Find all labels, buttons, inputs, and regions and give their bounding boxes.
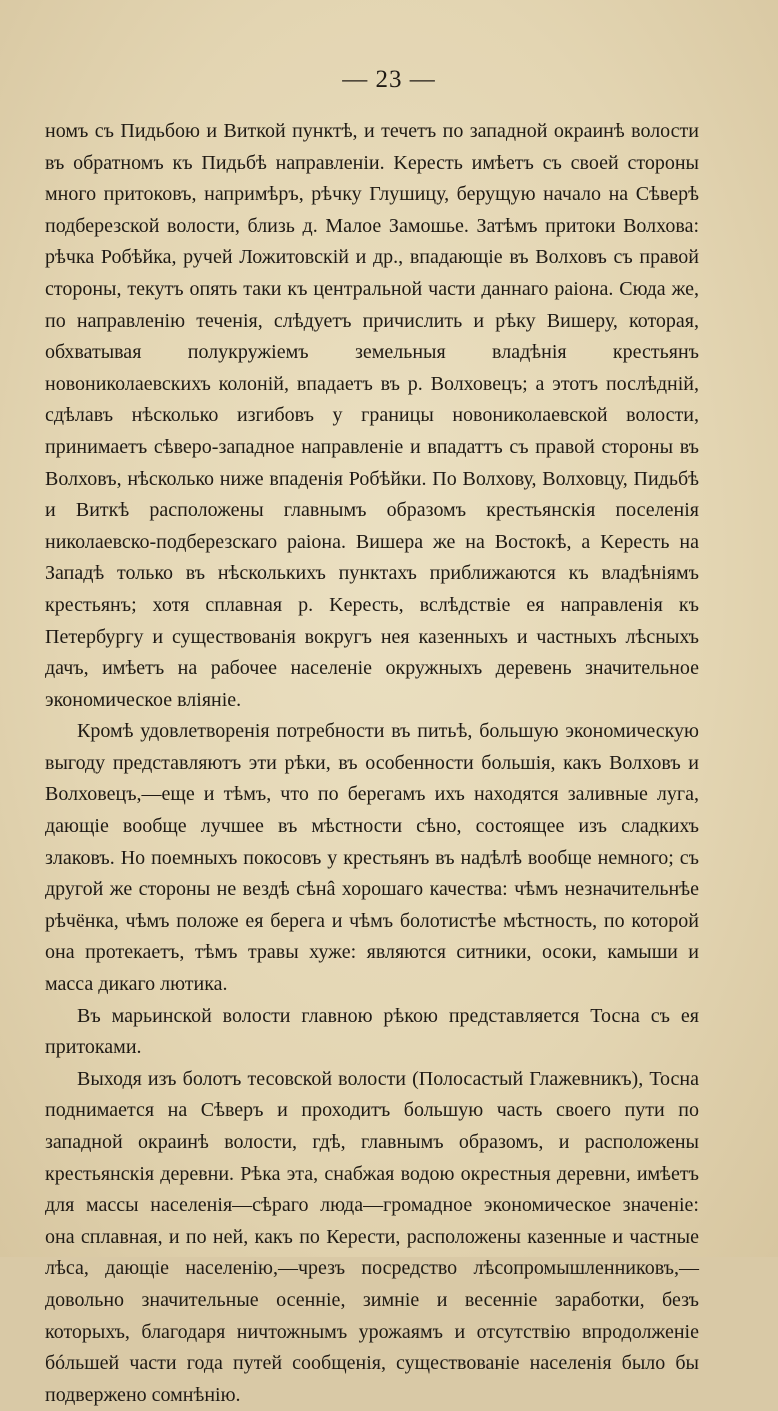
paragraph-rivers-keresť: номъ съ Пидьбою и Виткой пунктѣ, и течетъ по западной окраинѣ волости въ обратномъ къ Пидьбѣ направленіи. Keресть имѣетъ съ своей стороны много притоковъ, напримѣръ, рѣчку Глушицу, берущую начало на Сѣверѣ подберезской волости, близь д. Малое Замошье. Затѣмъ притоки Волхова: рѣчка Робѣйка, ручей Ложитовскій и др., впадающіе въ Волховъ съ правой стороны, текутъ опять таки къ центральной части даннаго раіона. Сюда же, по направленію теченія, слѣдуетъ причислить и рѣку Вишеру, которая, обхватывая полукружіемъ земельныя владѣнія крестьянъ новониколаевскихъ колоній, впадаетъ въ р. Волховецъ; а этотъ послѣдній, сдѣлавъ нѣсколько изгибовъ у границы новониколаевской волости, принимаетъ сѣверо-западное направленіе и впадаттъ съ правой стороны въ Волховъ, нѣсколько ниже впаденія Робѣйки. По Волхову, Волховцу, Пидьбѣ и Виткѣ расположены главнымъ образомъ крестьянскія поселенія николаевско-подберезскаго раіона. Вишера же на Востокѣ, а Keресть на Западѣ только въ нѣсколькихъ пунктахъ приближаются къ владѣніямъ крестьянъ; хотя сплавная р. Keресть, вслѣдствіе ея направленія къ Петербургу и существованія вокругъ нея казенныхъ и частныхъ лѣсныхъ дачъ, имѣетъ на рабочее населеніе окружныхъ деревень значительное экономическое вліяніе. xyxy=(45,120,699,711)
page-number: — 23 — xyxy=(342,66,436,93)
paragraph-tosna-river: Выходя изъ болотъ тесовской волости (Полосастый Глажевникъ), Тосна поднимается на Сѣверъ и проходитъ большую часть своего пути по западной окраинѣ волости, гдѣ, главнымъ образомъ, и расположены крестьянскія деревни. Рѣка эта, снабжая водою окрестныя деревни, имѣетъ для массы населенія—сѣраго люда—громадное экономическое значеніе: она сплавная, и по ней, какъ по Керести, расположены казенные и частные лѣса, дающіе населенію,—чрезъ посредство лѣсопромышленниковъ,—довольно значительные осенніе, зимніе и весенніе заработки, безъ которыхъ, благодаря ничтожнымъ урожаямъ и отсутствію впродолженіе бóльшей части года путей сообщенія, существованіе населенія было бы подвержено сомнѣнію. xyxy=(45,1067,699,1406)
paragraph-economic-benefit: Кромѣ удовлетворенія потребности въ питьѣ, большую экономическую выгоду представляютъ эти рѣки, въ особенности большія, какъ Волховъ и Волховецъ,—еще и тѣмъ, что по берегамъ ихъ находятся заливные луга, дающіе вообще лучшее въ мѣстности сѣно, состоящее изъ сладкихъ злаковъ. Но поемныхъ покосовъ у крестьянъ въ надѣлѣ вообще немного; съ другой же стороны не вездѣ сѣнâ хорошаго качества: чѣмъ незначительнѣе рѣчёнка, чѣмъ положе ея берега и чѣмъ болотистѣе мѣстность, по которой она протекаетъ, тѣмъ травы хуже: являются ситники, осоки, камыши и масса дикаго лютика. xyxy=(45,720,699,996)
paragraph-maryinskaya-volost: Въ марьинской волости главною рѣкою представляется Тосна съ ея притоками. xyxy=(45,1004,699,1059)
page-body xyxy=(45,116,699,1411)
